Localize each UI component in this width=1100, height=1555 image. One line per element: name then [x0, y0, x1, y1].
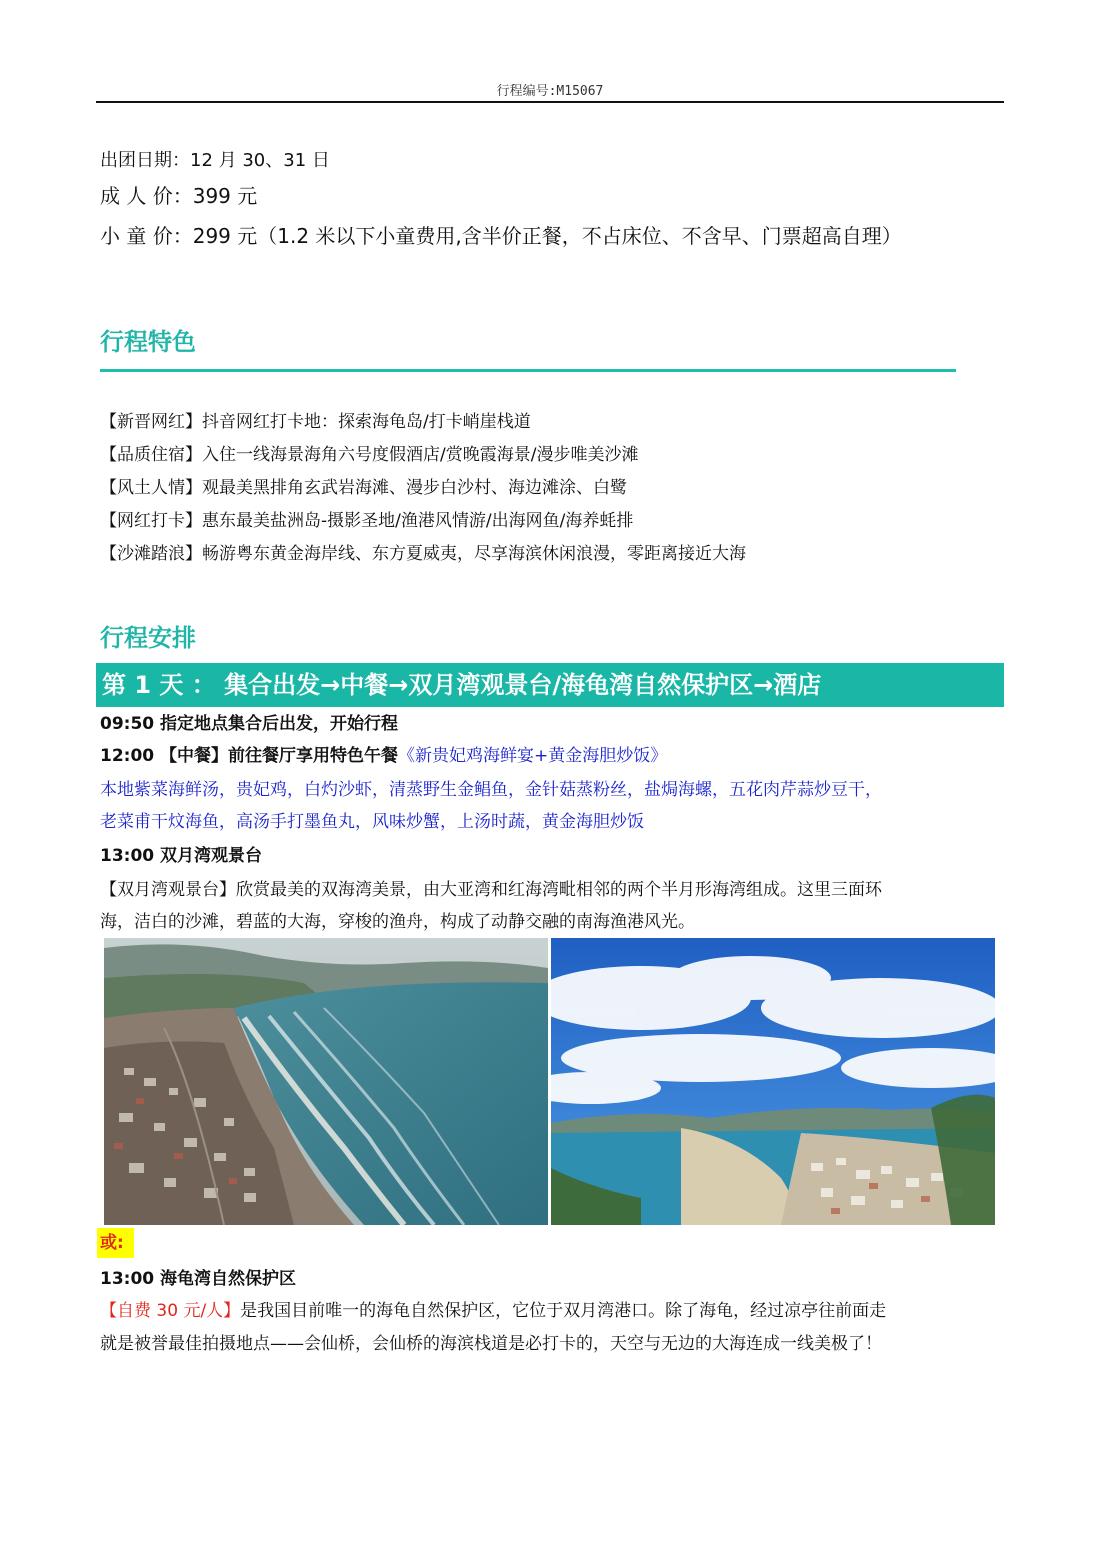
shuangyue-description-line-1: 【双月湾观景台】欣赏最美的双海湾美景，由大亚湾和红海湾毗相邻的两个半月形海湾组成。这里三面环	[100, 880, 882, 900]
header-divider	[96, 101, 1004, 103]
feature-item: 【品质住宿】入住一线海景海角六号度假酒店/赏晚霞海景/漫步唯美沙滩	[100, 445, 639, 465]
menu-dishes-line-2: 老菜甫干炆海鱼，高汤手打墨鱼丸，风味炒蟹，上汤时蔬，黄金海胆炒饭	[100, 812, 644, 832]
shuangyue-description-line-2: 海，洁白的沙滩，碧蓝的大海，穿梭的渔舟，构成了动静交融的南海渔港风光。	[100, 912, 695, 932]
feature-item: 【风土人情】观最美黑排角玄武岩海滩、漫步白沙村、海边滩涂、白鹭	[100, 478, 627, 498]
feature-item: 【网红打卡】惠东最美盐洲岛-摄影圣地/渔港风情游/出海网鱼/海养蚝排	[100, 511, 634, 531]
turtle-fee: 【自费 30 元/人】	[100, 1301, 241, 1321]
features-list	[100, 409, 746, 574]
features-divider	[100, 369, 956, 372]
time-1300-shuangyue-entry: 13:00 双月湾观景台	[100, 846, 263, 866]
schedule-heading: 行程安排	[100, 624, 196, 652]
menu-dishes-line-1: 本地紫菜海鲜汤，贵妃鸡，白灼沙虾，清蒸野生金鲳鱼，金针菇蒸粉丝，盐焗海螺，五花肉芹蒜炒豆干，	[100, 780, 882, 800]
adult-price: 成 人 价：399 元	[100, 184, 258, 208]
lunch-label: 12:00 【中餐】前往餐厅享用特色午餐	[100, 746, 399, 766]
lunch-menu-name: 《新贵妃鸡海鲜宴+黄金海胆炒饭》	[398, 746, 668, 766]
departure-date: 出团日期：12 月 30、31 日	[100, 150, 330, 171]
shuangyue-bay-photo-right	[551, 938, 995, 1225]
shuangyue-bay-photo-left	[104, 938, 548, 1225]
child-price: 小 童 价：299 元（1.2 米以下小童费用,含半价正餐，不占床位、不含早、门票超高自理）	[100, 224, 902, 248]
time-0950-entry: 09:50 指定地点集合后出发，开始行程	[100, 714, 399, 734]
day1-title-bar: 第 1 天 ： 集合出发→中餐→双月湾观景台/海龟湾自然保护区→酒店	[96, 663, 1004, 707]
features-heading: 行程特色	[100, 328, 196, 356]
turtle-description-line-2: 就是被誉最佳拍摄地点——会仙桥，会仙桥的海滨栈道是必打卡的，天空与无边的大海连成一线美极了！	[100, 1334, 882, 1354]
time-1300-turtle-entry: 13:00 海龟湾自然保护区	[100, 1269, 297, 1289]
itinerary-code: 行程编号:M15067	[496, 84, 604, 99]
feature-item: 【新晋网红】抖音网红打卡地：探索海龟岛/打卡峭崖栈道	[100, 412, 531, 432]
turtle-description-line-1	[100, 1298, 886, 1324]
or-highlight: 或:	[97, 1228, 134, 1258]
time-1200-entry	[100, 743, 667, 769]
feature-item: 【沙滩踏浪】畅游粤东黄金海岸线、东方夏威夷，尽享海滨休闲浪漫，零距离接近大海	[100, 544, 746, 564]
turtle-description-text: 是我国目前唯一的海龟自然保护区，它位于双月湾港口。除了海龟，经过凉亭往前面走	[240, 1301, 887, 1321]
